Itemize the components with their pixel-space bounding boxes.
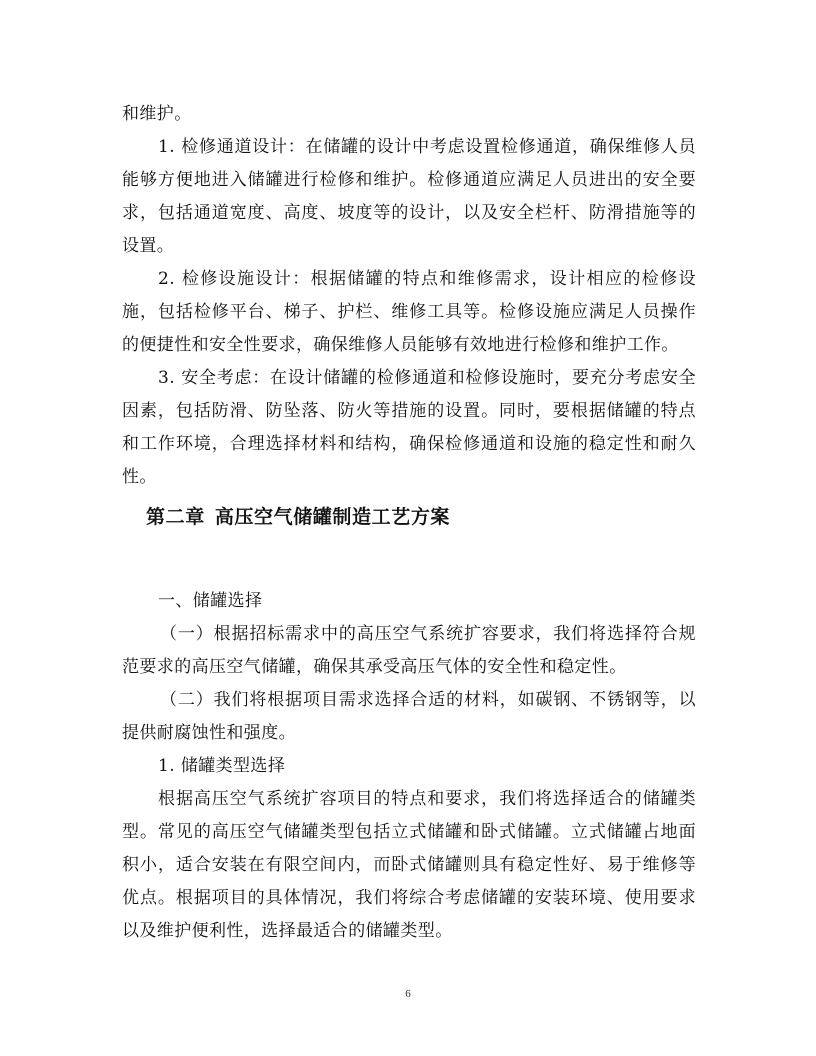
chapter-heading: [122, 499, 696, 535]
subsection-heading: 1. 储罐类型选择: [158, 756, 286, 776]
chapter-title: 高压空气储罐制造工艺方案: [214, 506, 451, 528]
paragraph-access-channel-design: 1. 检修通道设计：在储罐的设计中考虑设置检修通道，确保维修人员能够方便地进入储罐进行检修和维护。检修通道应满足人员进出的安全要求，包括通道宽度、高度、坡度等的设计，以及安全栏杆、防滑措施等的设置。: [122, 137, 696, 256]
section-item-2: （二）我们将根据项目需求选择合适的材料，如碳钢、不锈钢等，以提供耐腐蚀性和强度。: [122, 690, 696, 743]
subsection-body: 根据高压空气系统扩容项目的特点和要求，我们将选择适合的储罐类型。常见的高压空气储罐类型包括立式储罐和卧式储罐。立式储罐占地面积小，适合安装在有限空间内，而卧式储罐则具有稳定性好、易于维修等优点。根据项目的具体情况，我们将综合考虑储罐的安装环境、使用要求以及维护便利性，选择最适合的储罐类型。: [122, 789, 696, 941]
section-item-1: （一）根据招标需求中的高压空气系统扩容要求，我们将选择符合规范要求的高压空气储罐，确保其承受高压气体的安全性和稳定性。: [122, 624, 696, 677]
chapter-number: 第二章: [146, 506, 205, 528]
page-content: [122, 98, 696, 948]
paragraph-maintenance-facility-design: 2. 检修设施设计：根据储罐的特点和维修需求，设计相应的检修设施，包括检修平台、梯子、护栏、维修工具等。检修设施应满足人员操作的便捷性和安全性要求，确保维修人员能够有效地进行检修和维护工作。: [122, 269, 696, 355]
paragraph-continuation: 和维护。: [122, 104, 192, 124]
paragraph-safety-considerations: 3. 安全考虑：在设计储罐的检修通道和检修设施时，要充分考虑安全因素，包括防滑、防坠落、防火等措施的设置。同时，要根据储罐的特点和工作环境，合理选择材料和结构，确保检修通道和设施的稳定性和耐久性。: [122, 368, 696, 487]
section-heading: 一、储罐选择: [158, 591, 263, 611]
section-spacer: [122, 535, 696, 585]
page-number: 6: [405, 988, 411, 1000]
